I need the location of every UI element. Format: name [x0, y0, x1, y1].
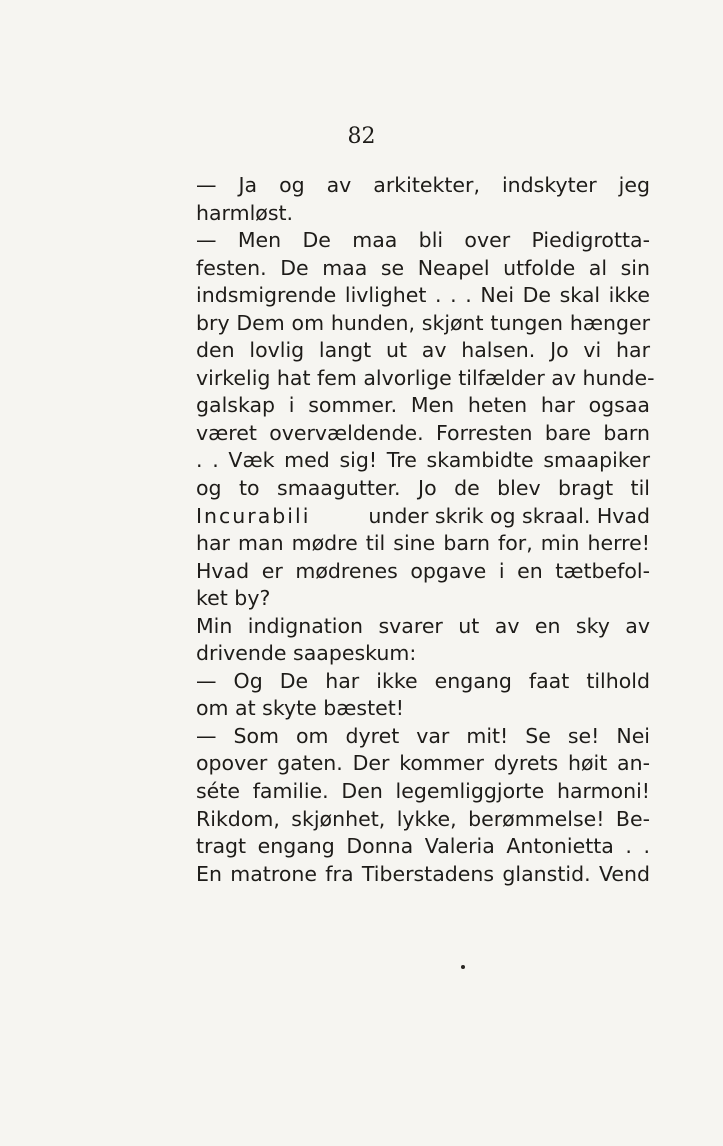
text-line: — Og De har ikke engang faat tilhold: [196, 668, 650, 693]
text-line: galskap i sommer. Men heten har ogsaa: [196, 393, 650, 418]
text-line: har man mødre til sine barn for, min herre!: [196, 531, 650, 556]
text-line: Hvad er mødrenes opgave i en tætbefol-: [196, 558, 650, 583]
text-line: drivende saapeskum:: [196, 641, 417, 666]
text-line: ket by?: [196, 586, 271, 611]
text-line: været overvældende. Forresten bare barn: [196, 420, 650, 445]
text-line: — Som om dyret var mit! Se se! Nei: [196, 723, 650, 748]
text-line: virkelig hat fem alvorlige tilfælder av hunde-: [196, 365, 655, 390]
text-line: Min indignation svarer ut av en sky av: [196, 613, 650, 638]
text-line: festen. De maa se Neapel utfolde al sin: [196, 255, 650, 280]
text-line: [196, 503, 650, 531]
page-number: 82: [347, 124, 376, 149]
text-line: séte familie. Den legemliggjorte harmoni!: [196, 779, 650, 804]
text-line: — Men De maa bli over Piedigrotta-: [196, 228, 650, 253]
text-line: harmløst.: [196, 200, 294, 225]
text-line: Rikdom, skjønhet, lykke, berømmelse! Be-: [196, 806, 650, 831]
text-line: tragt engang Donna Valeria Antonietta . .: [196, 834, 650, 859]
text-line: — Ja og av arkitekter, indskyter jeg: [196, 173, 650, 197]
text-line: den lovlig langt ut av halsen. Jo vi har: [196, 338, 650, 363]
text-line: opover gaten. Der kommer dyrets høit an-: [196, 751, 650, 776]
text-line: og to smaagutter. Jo de blev bragt til: [196, 476, 650, 501]
emphasized-word: Incurabili: [196, 503, 311, 528]
print-speck: [461, 965, 465, 969]
text-line: indsmigrende livlighet . . . Nei De skal ikke: [196, 283, 650, 308]
text-line: En matrone fra Tiberstadens glanstid. Vend: [196, 861, 650, 886]
text-line: bry Dem om hunden, skjønt tungen hænger: [196, 310, 650, 335]
text-line: . . Væk med sig! Tre skambidte smaapiker: [196, 448, 650, 473]
text-line-rest: under skrik og skraal. Hvad: [368, 503, 650, 528]
text-line: om at skyte bæstet!: [196, 696, 404, 721]
body-text: [196, 172, 655, 888]
